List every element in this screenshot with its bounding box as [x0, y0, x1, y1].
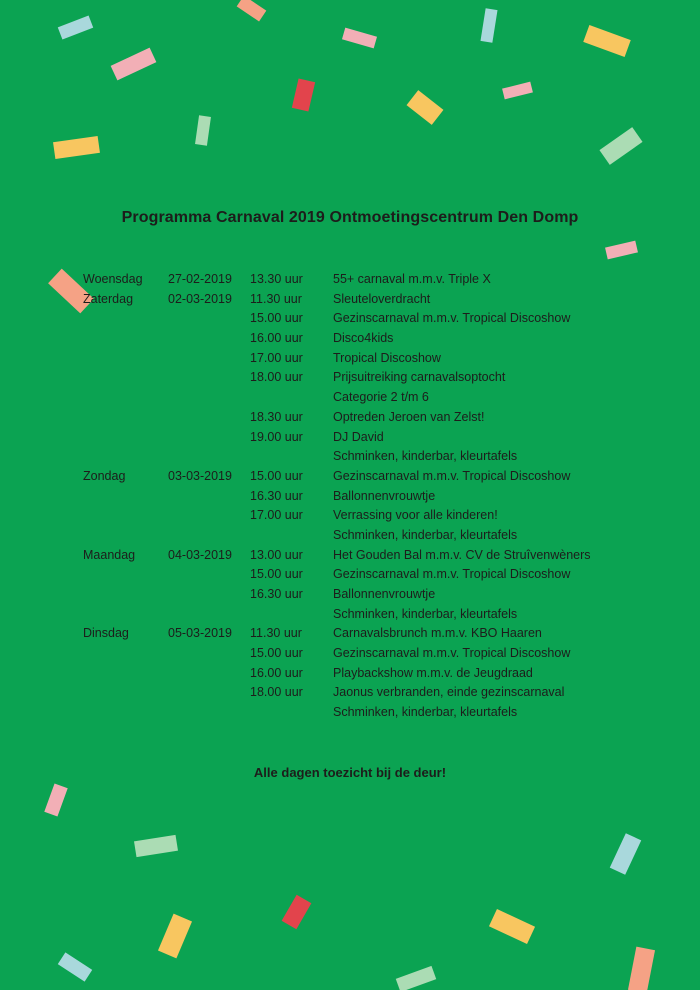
cell-event: Gezinscarnaval m.m.v. Tropical Discoshow — [333, 311, 571, 326]
confetti-piece — [599, 127, 642, 165]
confetti-piece — [396, 966, 436, 990]
cell-day: Zondag — [83, 468, 126, 483]
table-row — [0, 428, 700, 448]
cell-date: 03-03-2019 — [168, 468, 232, 483]
cell-event: Carnavalsbrunch m.m.v. KBO Haaren — [333, 626, 542, 641]
cell-time: 18.00 uur — [250, 370, 303, 385]
cell-event: Playbackshow m.m.v. de Jeugdraad — [333, 665, 533, 680]
table-row — [0, 624, 700, 644]
confetti-piece — [195, 115, 211, 145]
cell-event: Gezinscarnaval m.m.v. Tropical Discoshow — [333, 567, 571, 582]
cell-date: 02-03-2019 — [168, 291, 232, 306]
cell-time: 18.30 uur — [250, 409, 303, 424]
confetti-piece — [605, 241, 638, 260]
table-row — [0, 349, 700, 369]
cell-date: 05-03-2019 — [168, 626, 232, 641]
table-row — [0, 683, 700, 703]
confetti-piece — [158, 914, 192, 959]
cell-event: Schminken, kinderbar, kleurtafels — [333, 449, 518, 464]
cell-time: 15.00 uur — [250, 468, 303, 483]
cell-time: 15.00 uur — [250, 567, 303, 582]
confetti-piece — [627, 947, 654, 990]
cell-event: Sleuteloverdracht — [333, 291, 431, 306]
cell-time: 16.30 uur — [250, 587, 303, 601]
table-row — [0, 546, 700, 566]
confetti-piece — [236, 0, 266, 21]
cell-time: 11.30 uur — [250, 626, 302, 641]
table-row — [0, 664, 700, 684]
page-title: Programma Carnaval 2019 Ontmoetingscentrum Den Domp — [121, 209, 579, 226]
confetti-piece — [57, 15, 92, 39]
cell-time: 13.30 uur — [250, 272, 303, 286]
cell-day: Woensdag — [83, 272, 143, 286]
table-row — [0, 447, 700, 467]
schedule-table — [0, 270, 700, 723]
cell-time: 11.30 uur — [250, 291, 302, 306]
confetti-piece — [489, 909, 535, 944]
table-row — [0, 388, 700, 408]
cell-event: DJ David — [333, 429, 384, 444]
cell-event: Ballonnenvrouwtje — [333, 587, 436, 601]
cell-day: Maandag — [83, 547, 136, 562]
footer-note: Alle dagen toezicht bij de deur! — [253, 765, 447, 780]
confetti-piece — [583, 25, 631, 57]
table-row — [0, 408, 700, 428]
table-row — [0, 526, 700, 546]
confetti-piece — [291, 78, 314, 111]
confetti-piece — [53, 135, 100, 158]
cell-time: 16.30 uur — [250, 488, 303, 503]
cell-time: 19.00 uur — [250, 429, 303, 444]
cell-event: Schminken, kinderbar, kleurtafels — [333, 705, 518, 720]
table-row — [0, 506, 700, 526]
table-row — [0, 703, 700, 723]
confetti-piece — [110, 48, 156, 81]
cell-time: 15.00 uur — [250, 311, 303, 326]
cell-event: Disco4kids — [333, 331, 394, 346]
cell-event: Prijsuitreiking carnavalsoptocht — [333, 370, 506, 385]
confetti-piece — [281, 895, 311, 929]
confetti-piece — [44, 784, 67, 817]
confetti-piece — [609, 833, 640, 875]
cell-event: Jaonus verbranden, einde gezinscarnaval — [333, 685, 565, 700]
cell-time: 15.00 uur — [250, 646, 303, 661]
confetti-piece — [502, 81, 533, 99]
table-row — [0, 644, 700, 664]
cell-event: Verrassing voor alle kinderen! — [333, 508, 498, 523]
confetti-piece — [407, 90, 444, 125]
table-row — [0, 605, 700, 625]
table-row — [0, 309, 700, 329]
cell-event: Schminken, kinderbar, kleurtafels — [333, 606, 518, 621]
cell-day: Zaterdag — [83, 291, 134, 306]
confetti-piece — [341, 28, 376, 49]
confetti-piece — [58, 952, 92, 981]
cell-event: Gezinscarnaval m.m.v. Tropical Discoshow — [333, 468, 571, 483]
cell-date: 04-03-2019 — [168, 547, 232, 562]
cell-time: 17.00 uur — [250, 508, 303, 523]
table-row — [0, 487, 700, 507]
confetti-piece — [134, 835, 178, 857]
table-row — [0, 585, 700, 605]
table-row — [0, 329, 700, 349]
cell-event: Tropical Discoshow — [333, 350, 441, 365]
table-row — [0, 467, 700, 487]
cell-event: Optreden Jeroen van Zelst! — [333, 409, 485, 424]
cell-event: Ballonnenvrouwtje — [333, 488, 436, 503]
cell-event: Het Gouden Bal m.m.v. CV de Struîvenwèners — [333, 547, 591, 562]
table-row — [0, 565, 700, 585]
cell-time: 18.00 uur — [250, 685, 303, 700]
cell-event: 55+ carnaval m.m.v. Triple X — [333, 272, 491, 286]
cell-date: 27-02-2019 — [168, 272, 232, 286]
cell-event: Categorie 2 t/m 6 — [333, 390, 429, 405]
table-row — [0, 368, 700, 388]
cell-event: Gezinscarnaval m.m.v. Tropical Discoshow — [333, 646, 571, 661]
cell-time: 17.00 uur — [250, 350, 303, 365]
cell-time: 16.00 uur — [250, 331, 303, 346]
cell-time: 13.00 uur — [250, 547, 303, 562]
table-row — [0, 290, 700, 310]
cell-event: Schminken, kinderbar, kleurtafels — [333, 527, 518, 542]
cell-time: 16.00 uur — [250, 665, 303, 680]
confetti-piece — [480, 8, 497, 42]
table-row — [0, 270, 700, 290]
cell-day: Dinsdag — [83, 626, 129, 641]
